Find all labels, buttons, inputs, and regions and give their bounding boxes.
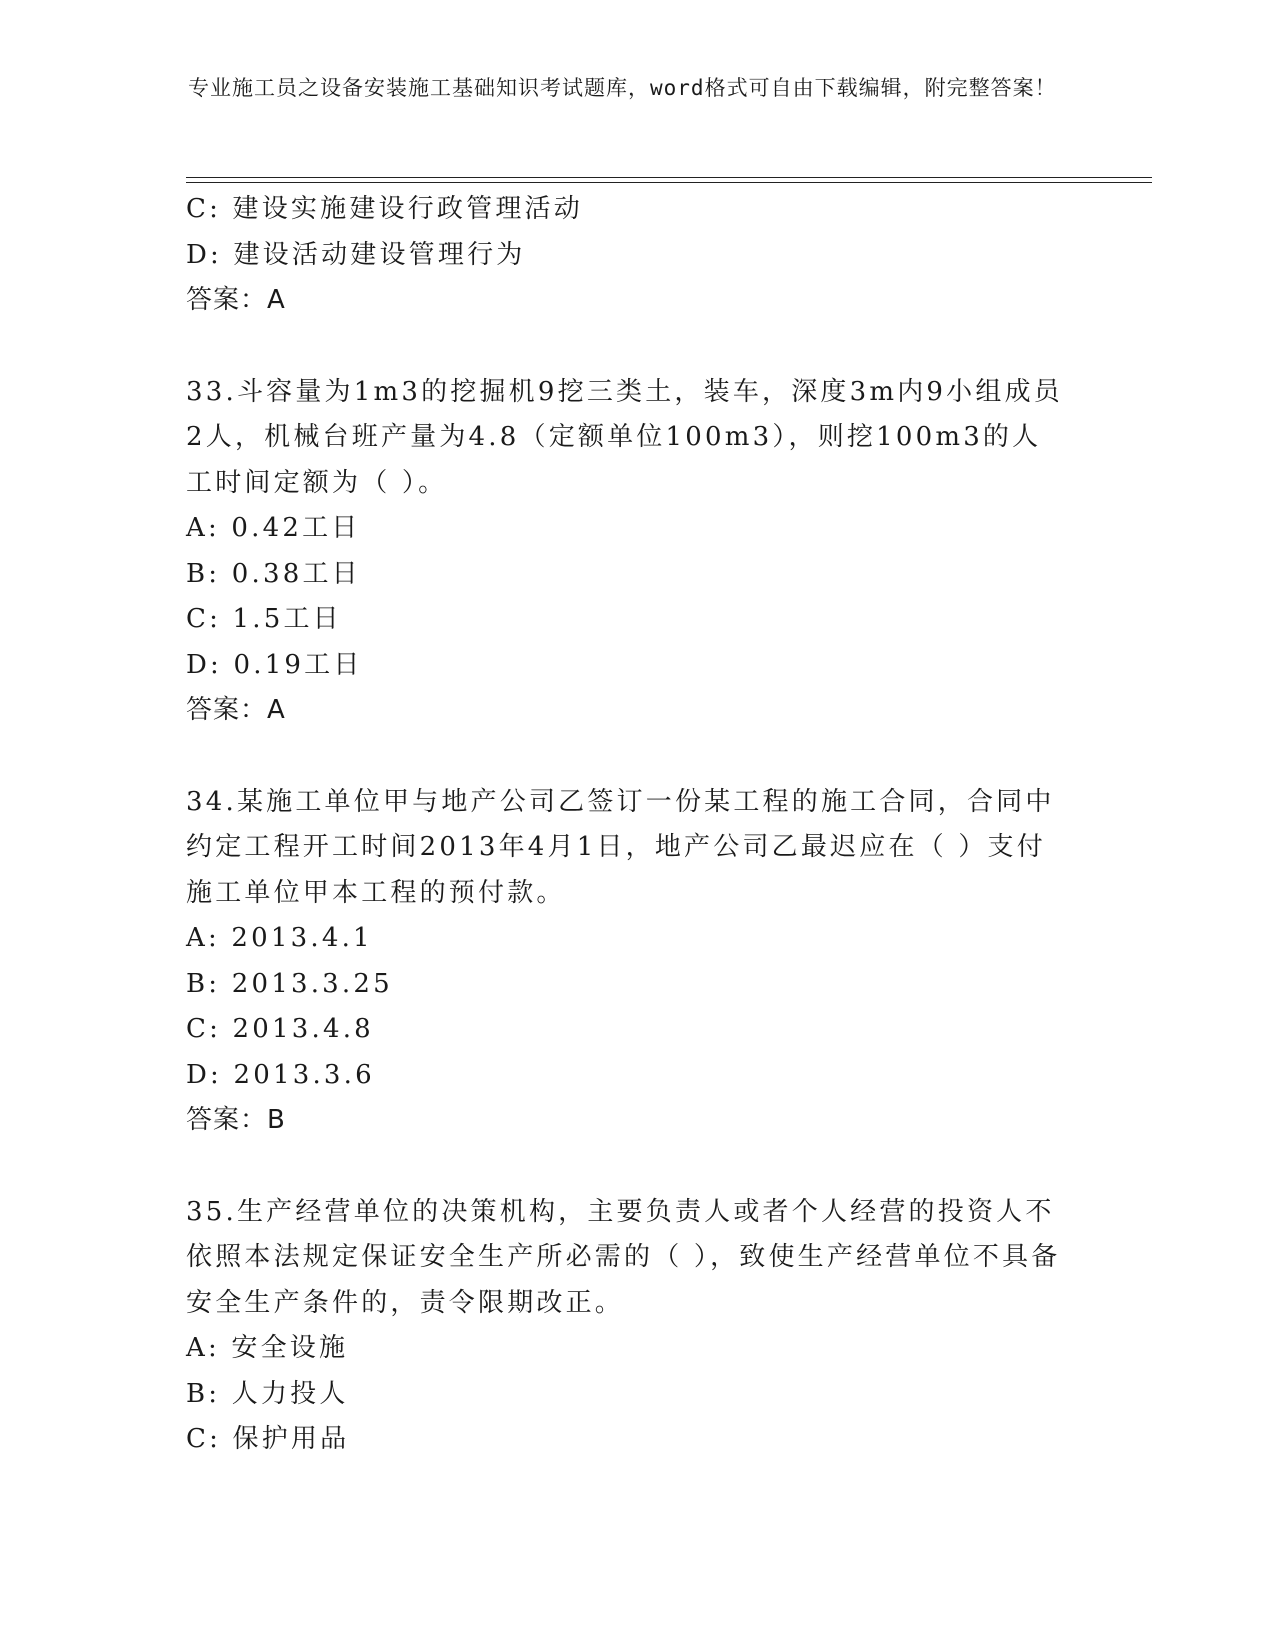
option-b — [186, 1372, 1086, 1418]
option-a — [186, 1326, 1086, 1372]
option-text: 0.19工日 — [233, 649, 363, 680]
header-rule-bottom — [186, 182, 1152, 183]
header-rule-top — [186, 177, 1152, 178]
option-label: C: — [186, 1424, 222, 1454]
option-text: 建设实施建设行政管理活动 — [232, 194, 583, 224]
option-label: D: — [186, 649, 223, 680]
option-text: 2013.3.25 — [231, 968, 393, 999]
option-text: 2013.4.1 — [231, 923, 373, 953]
option-label: A: — [186, 923, 220, 953]
option-c — [186, 1417, 1086, 1463]
option-c — [186, 1007, 1086, 1053]
question-stem: 33.斗容量为1m3的挖掘机9挖三类土，装车，深度3m内9小组成员2人，机械台班产量为4.8（定额单位100m3），则挖100m3的人工时间定额为（ ）。 — [186, 376, 1063, 498]
option-text: 建设活动建设管理行为 — [233, 239, 526, 270]
header-text: 专业施工员之设备安装施工基础知识考试题库，word格式可自由下载编辑，附完整答案！ — [188, 76, 1057, 100]
option-c — [186, 597, 1086, 643]
question-stem: 35.生产经营单位的决策机构，主要负责人或者个人经营的投资人不依照本法规定保证安全生产所必需的（ ），致使生产经营单位不具备安全生产条件的，责令限期改正。 — [186, 1196, 1061, 1318]
option-label: C: — [186, 194, 222, 224]
option-a — [186, 506, 1086, 552]
option-label: C: — [186, 604, 222, 634]
answer-line: 答案：A — [186, 285, 286, 315]
answer-line: 答案：A — [186, 695, 286, 725]
option-text: 1.5工日 — [232, 604, 342, 634]
option-label: C: — [186, 1014, 222, 1044]
option-label: B: — [186, 1378, 221, 1409]
option-label: B: — [186, 558, 221, 589]
option-text: 0.42工日 — [231, 513, 361, 543]
option-label: A: — [186, 1333, 220, 1363]
option-label: B: — [186, 968, 221, 999]
option-c — [186, 187, 1086, 233]
option-label: D: — [186, 239, 223, 270]
option-d — [186, 233, 1086, 279]
option-text: 安全设施 — [231, 1333, 349, 1363]
option-d — [186, 643, 1086, 689]
option-text: 2013.4.8 — [232, 1014, 374, 1044]
option-label: A: — [186, 513, 220, 543]
option-label: D: — [186, 1059, 223, 1090]
option-a — [186, 916, 1086, 962]
page-header — [188, 72, 1068, 105]
option-text: 2013.3.6 — [233, 1059, 375, 1090]
question-stem: 34.某施工单位甲与地产公司乙签订一份某工程的施工合同，合同中约定工程开工时间2013年4月1日，地产公司乙最迟应在（ ）支付施工单位甲本工程的预付款。 — [186, 786, 1055, 908]
document-body — [186, 187, 1086, 1463]
option-text: 人力投人 — [231, 1378, 349, 1409]
option-b — [186, 552, 1086, 598]
option-text: 0.38工日 — [231, 558, 361, 589]
option-d — [186, 1053, 1086, 1099]
answer-line: 答案：B — [186, 1105, 286, 1135]
option-text: 保护用品 — [232, 1424, 350, 1454]
option-b — [186, 962, 1086, 1008]
